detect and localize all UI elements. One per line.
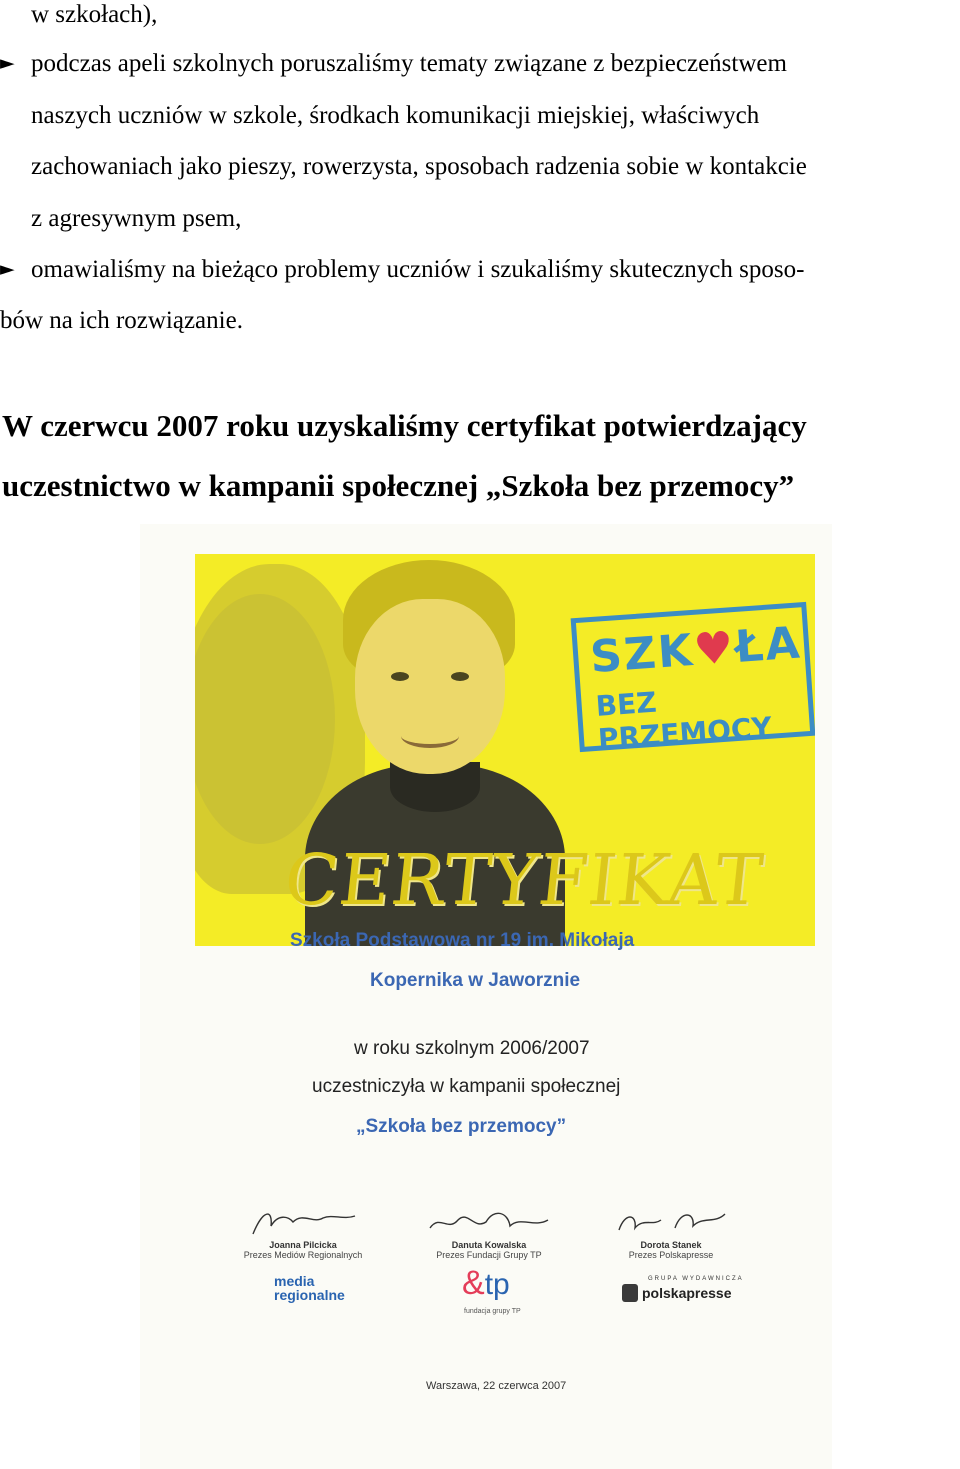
text-line-1: w szkołach), (31, 1, 158, 28)
certificate-banner-photo (195, 554, 815, 946)
stamp-text-a: SZK (588, 624, 696, 684)
campaign-name: „Szkoła bez przemocy” (356, 1116, 567, 1137)
polskapresse-mark-icon (622, 1284, 638, 1302)
signature-scribble-3 (611, 1204, 731, 1240)
boy-smile (401, 724, 459, 748)
school-year-line: w roku szkolnym 2006/2007 (354, 1038, 590, 1059)
stamp-subtitle: BEZ PRZEMOCY (594, 685, 773, 756)
boy-eye (391, 672, 409, 681)
logo-text: tp (484, 1268, 510, 1301)
signatory-name: Danuta Kowalska (451, 1240, 527, 1250)
certificate-date: Warszawa, 22 czerwca 2007 (426, 1380, 567, 1392)
text-line-7: bów na ich rozwiązanie. (0, 307, 243, 334)
certificate-image (140, 524, 832, 1469)
section-heading-line-2: uczestnictwo w kampanii społecznej „Szkoła bez przemocy” (2, 468, 795, 503)
certificate-title: CERTYFIKAT (280, 839, 768, 921)
text-line-2: podczas apeli szkolnych poruszaliśmy tematy związane z bezpieczeństwem (31, 50, 787, 77)
text-line-6: omawialiśmy na bieżąco problemy uczniów i szukaliśmy skutecznych sposo- (31, 256, 805, 283)
logo-subtext: fundacja grupy TP (464, 1308, 521, 1315)
signatory-name: Dorota Stanek (640, 1240, 702, 1250)
logo-text: polskapresse (642, 1285, 732, 1301)
signature-scribble-1 (243, 1204, 363, 1240)
school-name-line-2: Kopernika w Jaworznie (370, 970, 581, 991)
participation-line: uczestniczyła w kampanii społecznej (312, 1076, 621, 1097)
media-regionalne-logo (274, 1274, 345, 1302)
logo-subtext: GRUPA WYDAWNICZA (648, 1276, 744, 1282)
section-heading-line-1: W czerwcu 2007 roku uzyskaliśmy certyfikat potwierdzający (2, 408, 807, 443)
stamp-title (589, 617, 804, 683)
bullet-icon: ► (0, 52, 15, 74)
school-name-line-1: Szkoła Podstawowa nr 19 im. Mikołaja (290, 930, 635, 951)
signature-block-1 (228, 1204, 378, 1260)
signature-scribble-2 (424, 1204, 554, 1240)
signature-block-3 (596, 1204, 746, 1260)
heart-icon: ♥ (692, 622, 737, 676)
logo-ampersand: & (462, 1264, 485, 1302)
logo-text: regionalne (274, 1287, 345, 1303)
polskapresse-logo (622, 1284, 732, 1302)
campaign-stamp-logo (571, 602, 815, 756)
text-line-5: z agresywnym psem, (31, 205, 242, 232)
signatory-role: Prezes Polskapresse (628, 1250, 714, 1260)
signatory-name: Joanna Pilcicka (269, 1240, 337, 1250)
boy-eye (451, 672, 469, 681)
signatory-role: Prezes Mediów Regionalnych (243, 1250, 363, 1260)
signatory-role: Prezes Fundacji Grupy TP (436, 1250, 542, 1260)
bullet-icon: ► (0, 258, 15, 280)
signature-block-2 (414, 1204, 564, 1260)
text-line-4: zachowaniach jako pieszy, rowerzysta, sposobach radzenia sobie w kontakcie (31, 153, 807, 180)
stamp-text-b: ŁA (733, 617, 804, 673)
logo-text: media (274, 1273, 315, 1289)
text-line-3: naszych uczniów w szkole, środkach komunikacji miejskiej, właściwych (31, 102, 760, 129)
fundacja-tp-logo (462, 1264, 510, 1303)
